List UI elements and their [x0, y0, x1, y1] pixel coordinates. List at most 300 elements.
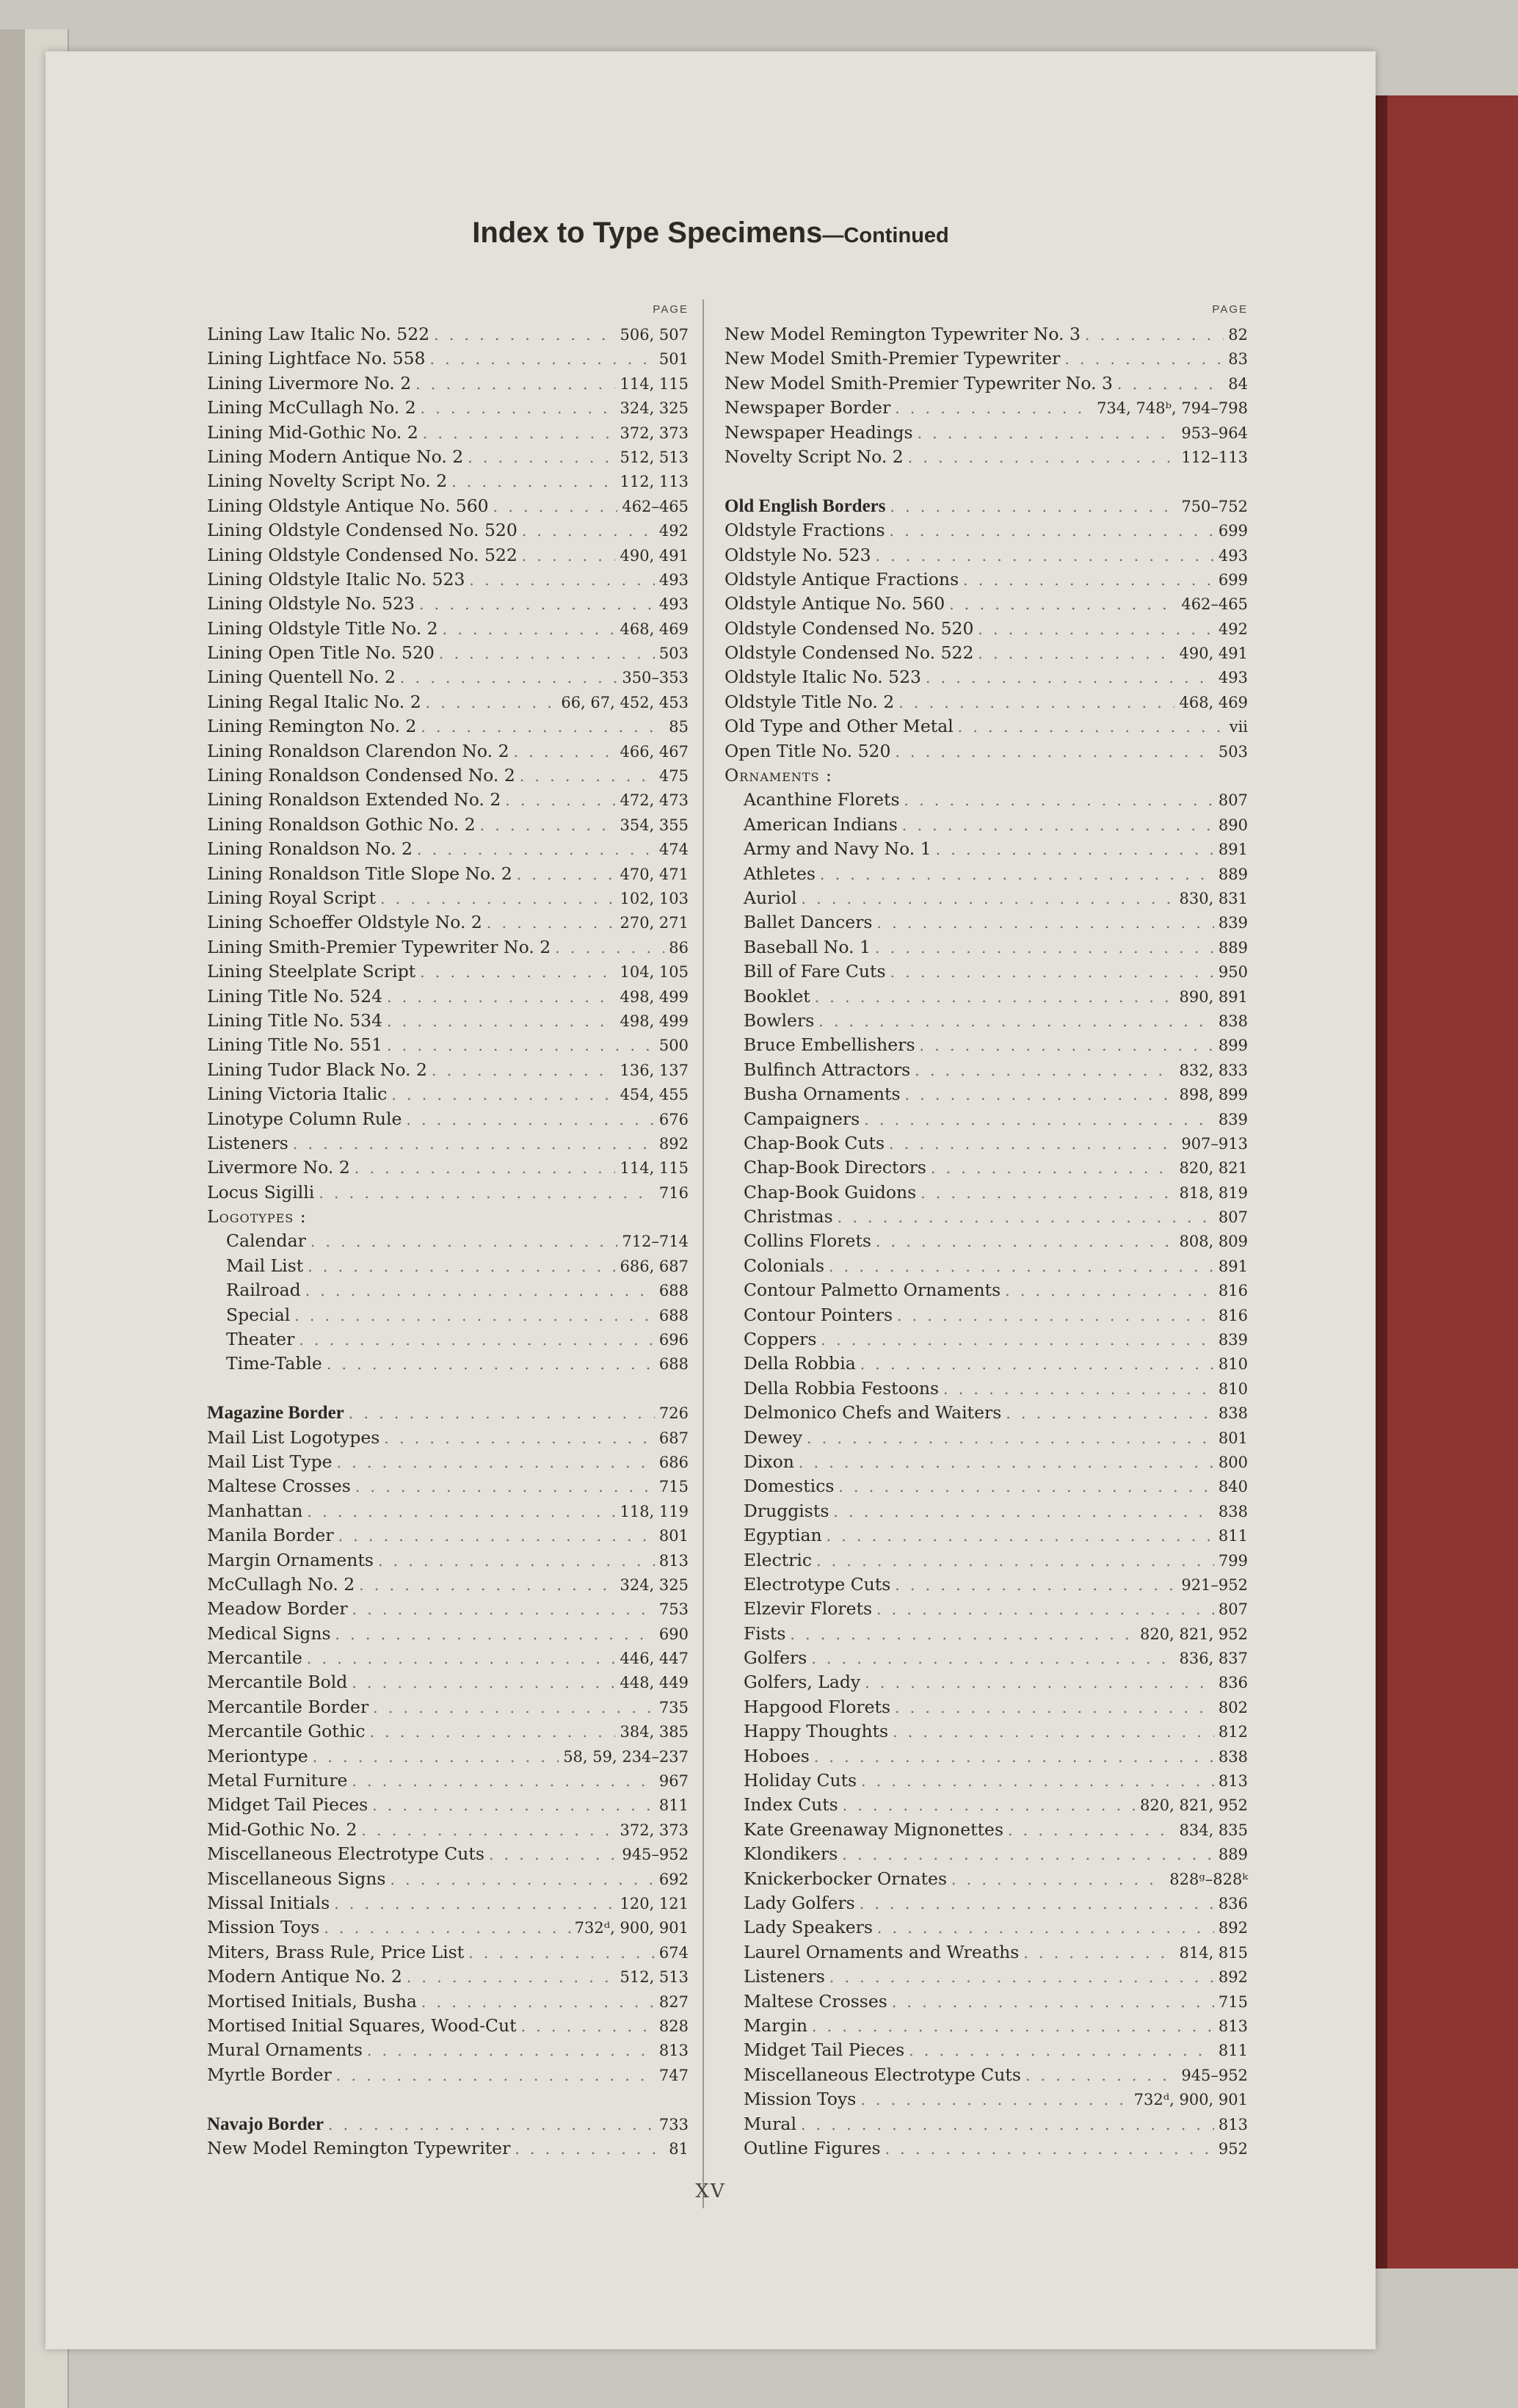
- entry-page: 506, 507: [620, 326, 689, 344]
- entry-name: Lining Remington No. 2: [207, 716, 417, 737]
- index-entry: [724, 1990, 1248, 2014]
- entry-name: Athletes: [744, 863, 816, 884]
- entry-name: Lining Law Italic No. 522: [207, 324, 430, 344]
- entry-page: 753: [658, 1600, 689, 1619]
- index-entry: [724, 322, 1248, 347]
- index-entry: [207, 690, 689, 714]
- entry-page: 950: [1218, 963, 1248, 982]
- entry-page: 813: [658, 2042, 689, 2060]
- index-entry: [724, 1940, 1248, 1965]
- entry-page: 838: [1218, 1502, 1248, 1520]
- index-entry: [724, 1523, 1248, 1548]
- entry-name: Linotype Column Rule: [207, 1108, 402, 1129]
- dot-leader: [352, 1769, 654, 1794]
- entry-page: 454, 455: [620, 1086, 689, 1104]
- entry-page: 448, 449: [620, 1674, 689, 1692]
- index-entry: [207, 2014, 689, 2038]
- index-entry: [724, 494, 1248, 518]
- entry-page: 350–353: [622, 669, 689, 687]
- index-entry: [724, 1670, 1248, 1694]
- index-entry: [207, 1009, 689, 1033]
- entry-name: Domestics: [744, 1476, 835, 1497]
- dot-leader: [812, 2014, 1214, 2039]
- entry-page: 493: [1218, 669, 1248, 687]
- entry-name: Army and Navy No. 1: [744, 838, 932, 860]
- column-divider: [702, 300, 704, 2208]
- dot-leader: [890, 495, 1177, 519]
- entry-page: 890, 891: [1179, 987, 1248, 1006]
- spacer: [207, 1377, 689, 1401]
- entry-page: 836, 837: [1179, 1650, 1248, 1668]
- dot-leader: [387, 1034, 655, 1058]
- dot-leader: [838, 1475, 1213, 1499]
- index-entry: [724, 984, 1248, 1009]
- index-entry: [207, 960, 689, 984]
- entry-page: 967: [658, 1772, 689, 1791]
- entry-name: Delmonico Chefs and Waiters: [744, 1402, 1002, 1424]
- dot-leader: [391, 1083, 615, 1107]
- entry-name: Happy Thoughts: [744, 1721, 889, 1742]
- entry-name: Contour Palmetto Ornaments: [744, 1280, 1001, 1301]
- dot-leader: [352, 1598, 655, 1622]
- dot-leader: [359, 1573, 615, 1598]
- entry-name: Golfers: [744, 1647, 807, 1669]
- index-entry: [724, 1327, 1248, 1352]
- dot-leader: [1117, 372, 1224, 396]
- entry-name: Magazine Border: [207, 1403, 344, 1424]
- entry-page: 501: [658, 350, 689, 369]
- entry-name: Lining Title No. 524: [207, 985, 383, 1007]
- dot-leader: [370, 1720, 616, 1744]
- index-entry: [724, 641, 1248, 665]
- dot-leader: [324, 1916, 570, 1940]
- entry-name: Time-Table: [226, 1353, 322, 1374]
- dot-leader: [892, 1990, 1214, 2014]
- entry-name: Christmas: [744, 1206, 833, 1227]
- entry-page: 462–465: [622, 497, 689, 515]
- entry-page: 828ᵍ–828ᵏ: [1169, 1870, 1248, 1888]
- dot-leader: [827, 1524, 1214, 1548]
- dot-leader: [310, 1230, 617, 1254]
- index-entry: [724, 1450, 1248, 1474]
- dot-leader: [875, 936, 1214, 960]
- entry-page: vii: [1229, 718, 1248, 736]
- dot-leader: [799, 1451, 1214, 1475]
- dot-leader: [890, 960, 1214, 984]
- entry-name: Lining Open Title No. 520: [207, 642, 435, 664]
- entry-page: 952: [1218, 2139, 1248, 2158]
- dot-leader: [355, 1475, 655, 1499]
- section-heading: [207, 1205, 689, 1229]
- dot-leader: [439, 642, 655, 666]
- entry-name: Mercantile Bold: [207, 1672, 348, 1693]
- page-title: [46, 217, 1376, 250]
- index-entry: [724, 1573, 1248, 1597]
- dot-leader: [897, 1304, 1214, 1328]
- dot-leader: [520, 764, 655, 788]
- dot-leader: [926, 666, 1214, 690]
- entry-name: Lining Mid-Gothic No. 2: [207, 421, 418, 443]
- dot-leader: [361, 1818, 615, 1843]
- entry-page: 324, 325: [620, 1575, 689, 1594]
- entry-name: Collins Florets: [744, 1230, 871, 1252]
- entry-name: Mural: [744, 2113, 796, 2134]
- entry-page: 892: [1218, 1919, 1248, 1937]
- index-entry: [724, 1082, 1248, 1106]
- entry-name: Knickerbocker Ornates: [744, 1868, 948, 1889]
- entry-page: 811: [1218, 2042, 1248, 2060]
- entry-name: Lining Victoria Italic: [207, 1084, 388, 1105]
- entry-page: 813: [1218, 1772, 1248, 1791]
- entry-name: Electrotype Cuts: [744, 1573, 891, 1595]
- index-entry: [207, 1940, 689, 1965]
- entry-page: 688: [658, 1355, 689, 1374]
- entry-name: Miscellaneous Electrotype Cuts: [744, 2064, 1021, 2085]
- entry-name: Mail List Logotypes: [207, 1426, 380, 1448]
- entry-page: 813: [658, 1551, 689, 1570]
- entry-name: Newspaper Border: [724, 397, 891, 418]
- entry-page: 827: [658, 1992, 689, 2011]
- entry-name: Elzevir Florets: [744, 1598, 873, 1620]
- dot-leader: [860, 2088, 1129, 2112]
- index-entry: [207, 494, 689, 518]
- dot-leader: [522, 519, 655, 543]
- entry-name: Meriontype: [207, 1745, 308, 1766]
- entry-name: Locus Sigilli: [207, 1181, 315, 1203]
- entry-page: 836: [1218, 1895, 1248, 1912]
- dot-leader: [421, 396, 616, 421]
- dot-leader: [833, 1500, 1214, 1524]
- entry-name: Lining Lightface No. 558: [207, 348, 426, 369]
- entry-page: 696: [658, 1331, 689, 1349]
- entry-name: Baseball No. 1: [744, 936, 871, 957]
- entry-name: Livermore No. 2: [207, 1157, 350, 1178]
- index-entry: [724, 2112, 1248, 2136]
- index-entry: [724, 1303, 1248, 1327]
- entry-name: Maltese Crosses: [744, 1990, 887, 2012]
- index-entry: [724, 714, 1248, 739]
- index-page: [46, 51, 1376, 2349]
- entry-name: Miscellaneous Electrotype Cuts: [207, 1843, 484, 1865]
- entry-name: Auriol: [744, 887, 797, 908]
- dot-leader: [905, 1083, 1175, 1107]
- index-entry: [207, 1156, 689, 1180]
- entry-page: 372, 373: [620, 424, 689, 442]
- index-entry: [207, 445, 689, 469]
- index-entry: [207, 1769, 689, 1793]
- right-column: [724, 297, 1248, 2161]
- dot-leader: [790, 1622, 1136, 1647]
- entry-page: 688: [658, 1282, 689, 1300]
- entry-name: Metal Furniture: [207, 1770, 348, 1791]
- entry-page: 816: [1218, 1306, 1248, 1324]
- dot-leader: [468, 1941, 655, 1965]
- entry-page: 818, 819: [1179, 1183, 1248, 1202]
- entry-name: Booklet: [744, 985, 810, 1007]
- dot-leader: [943, 1377, 1214, 1401]
- index-entry: [207, 2038, 689, 2062]
- book-cover-edge: [1374, 95, 1518, 2269]
- index-entry: [207, 371, 689, 396]
- dot-leader: [842, 1843, 1214, 1867]
- index-entry: [724, 1818, 1248, 1842]
- entry-page: 503: [658, 645, 689, 663]
- entry-page: 470, 471: [620, 865, 689, 883]
- page-column-label: PAGE: [1212, 303, 1248, 316]
- entry-name: Novelty Script No. 2: [724, 446, 904, 467]
- dot-leader: [920, 1034, 1214, 1058]
- entry-page: 889: [1218, 938, 1248, 957]
- index-entry: [207, 347, 689, 371]
- index-entry: [207, 788, 689, 812]
- index-entry: [724, 862, 1248, 886]
- entry-page: 810: [1218, 1355, 1248, 1374]
- dot-leader: [876, 1598, 1214, 1622]
- entry-page: 892: [1218, 1968, 1248, 1987]
- entry-name: Lining Title No. 551: [207, 1034, 383, 1056]
- index-entry: [724, 837, 1248, 861]
- index-entry: [724, 1744, 1248, 1769]
- entry-page: 674: [658, 1943, 689, 1962]
- entry-name: Lining Quentell No. 2: [207, 667, 396, 688]
- entry-name: Oldstyle Fractions: [724, 520, 885, 541]
- entry-page: 466, 467: [620, 742, 689, 761]
- index-entry: [724, 347, 1248, 371]
- dot-leader: [818, 1009, 1214, 1034]
- dot-leader: [829, 1965, 1214, 1990]
- dot-leader: [978, 642, 1174, 666]
- entry-name: Ornaments :: [724, 765, 832, 786]
- dot-leader: [951, 1868, 1165, 1892]
- dot-leader: [895, 396, 1092, 421]
- index-entry: [207, 1058, 689, 1082]
- entry-page: 692: [658, 1870, 689, 1888]
- dot-leader: [305, 1279, 655, 1303]
- dot-leader: [1064, 347, 1224, 371]
- entry-name: Dixon: [744, 1451, 794, 1472]
- entry-page: 503: [1218, 742, 1248, 761]
- dot-leader: [443, 617, 616, 642]
- index-entry: [207, 1867, 689, 1891]
- index-entry: [207, 641, 689, 665]
- dot-leader: [334, 1892, 615, 1916]
- index-entry: [724, 1695, 1248, 1719]
- index-entry: [207, 1450, 689, 1474]
- dot-leader: [434, 323, 615, 347]
- dot-leader: [815, 985, 1175, 1009]
- entry-name: Egyptian: [744, 1525, 822, 1546]
- entry-name: Chap-Book Guidons: [744, 1181, 917, 1203]
- dot-leader: [931, 1156, 1175, 1181]
- entry-page: 699: [1218, 570, 1248, 589]
- entry-page: 112–113: [1181, 448, 1248, 466]
- entry-name: Contour Pointers: [744, 1304, 893, 1325]
- entry-name: Lining Smith-Premier Typewriter No. 2: [207, 936, 551, 957]
- entry-name: Lining Royal Script: [207, 887, 377, 908]
- entry-name: Holiday Cuts: [744, 1770, 857, 1791]
- entry-page: 715: [1218, 1992, 1248, 2011]
- entry-name: Maltese Crosses: [207, 1476, 351, 1497]
- entry-page: 82: [1228, 326, 1248, 344]
- index-entry: [724, 543, 1248, 567]
- dot-leader: [861, 1769, 1214, 1794]
- entry-name: Oldstyle Antique No. 560: [724, 593, 945, 614]
- dot-leader: [876, 1230, 1175, 1254]
- dot-leader: [877, 1916, 1214, 1940]
- dot-leader: [430, 347, 655, 371]
- entry-page: 812: [1218, 1723, 1248, 1741]
- entry-name: American Indians: [744, 813, 898, 835]
- dot-leader: [421, 715, 664, 739]
- index-entry: [724, 690, 1248, 714]
- entry-name: New Model Remington Typewriter: [207, 2137, 511, 2158]
- entry-page: 468, 469: [620, 620, 689, 638]
- entry-page: 686: [658, 1453, 689, 1471]
- index-entry: [207, 813, 689, 837]
- index-entry: [724, 371, 1248, 396]
- entry-page: 112, 113: [620, 473, 689, 491]
- dot-leader: [816, 1549, 1214, 1573]
- dot-leader: [400, 666, 617, 690]
- index-entry: [724, 813, 1248, 837]
- index-entry: [724, 2063, 1248, 2087]
- entry-name: Oldstyle Condensed No. 520: [724, 617, 974, 639]
- index-entry: [724, 1915, 1248, 1940]
- dot-leader: [860, 1892, 1214, 1916]
- dot-leader: [902, 813, 1214, 838]
- entry-name: Mid-Gothic No. 2: [207, 1818, 357, 1840]
- index-entry: [207, 1352, 689, 1376]
- entry-name: Mortised Initials, Busha: [207, 1990, 417, 2012]
- index-entry: [724, 1842, 1248, 1866]
- entry-name: Mortised Initial Squares, Wood-Cut: [207, 2014, 517, 2036]
- index-entry: [724, 518, 1248, 543]
- index-entry: [724, 1401, 1248, 1425]
- entry-name: Missal Initials: [207, 1893, 330, 1913]
- index-entry: [724, 1058, 1248, 1082]
- entry-page: 498, 499: [620, 1012, 689, 1030]
- entry-name: Lining Ronaldson Title Slope No. 2: [207, 863, 512, 884]
- entry-name: Lining Tudor Black No. 2: [207, 1059, 427, 1080]
- title-main: Index to Type Specimens: [472, 217, 823, 249]
- entry-page: 820, 821, 952: [1140, 1625, 1248, 1643]
- index-entry: [207, 1082, 689, 1106]
- entry-page: 735: [658, 1698, 689, 1716]
- dot-leader: [415, 372, 615, 396]
- dot-leader: [387, 1009, 615, 1034]
- dot-leader: [820, 863, 1214, 887]
- index-entry: [724, 2014, 1248, 2038]
- dot-leader: [307, 1500, 615, 1524]
- entry-name: Oldstyle Antique Fractions: [724, 568, 959, 590]
- dot-leader: [908, 446, 1177, 470]
- entry-page: 840: [1218, 1478, 1248, 1496]
- entry-page: 384, 385: [620, 1723, 689, 1741]
- entry-name: Lining Oldstyle No. 523: [207, 593, 415, 614]
- entry-name: Index Cuts: [744, 1794, 838, 1816]
- entry-name: Oldstyle Italic No. 523: [724, 667, 921, 688]
- entry-page: 953–964: [1181, 424, 1248, 442]
- entry-page: 84: [1228, 374, 1248, 393]
- entry-name: Bulfinch Attractors: [744, 1059, 911, 1080]
- index-entry: [724, 886, 1248, 910]
- index-entry: [724, 1499, 1248, 1523]
- entry-page: 687: [658, 1429, 689, 1447]
- index-entry: [724, 2087, 1248, 2111]
- index-entry: [207, 739, 689, 764]
- entry-name: Lining Ronaldson Extended No. 2: [207, 789, 501, 810]
- entry-name: Chap-Book Directors: [744, 1157, 926, 1178]
- index-entry: [724, 1156, 1248, 1180]
- entry-name: Old English Borders: [724, 496, 886, 516]
- dot-leader: [469, 568, 654, 592]
- dot-leader: [308, 1255, 615, 1279]
- index-entry: [724, 1377, 1248, 1401]
- entry-page: 686, 687: [620, 1257, 689, 1275]
- entry-name: Modern Antique No. 2: [207, 1966, 402, 1987]
- entry-name: Lining Novelty Script No. 2: [207, 471, 448, 492]
- dot-leader: [432, 1059, 616, 1083]
- index-entry: [724, 1769, 1248, 1793]
- entry-page: 820, 821: [1179, 1159, 1248, 1178]
- entry-page: 810: [1218, 1379, 1248, 1398]
- entry-page: 832, 833: [1179, 1061, 1248, 1079]
- dot-leader: [517, 863, 616, 887]
- entry-name: Miters, Brass Rule, Price List: [207, 1941, 465, 1962]
- dot-leader: [419, 592, 655, 617]
- entry-page: 120, 121: [620, 1895, 689, 1912]
- dot-leader: [1085, 323, 1224, 347]
- dot-leader: [890, 519, 1214, 543]
- dot-leader: [349, 1401, 655, 1426]
- index-entry: [207, 1131, 689, 1156]
- entry-page: 839: [1218, 914, 1248, 932]
- dot-leader: [380, 887, 615, 911]
- entry-name: Oldstyle No. 523: [724, 544, 871, 565]
- index-entry: [724, 1229, 1248, 1253]
- index-entry: [724, 1474, 1248, 1498]
- entry-page: 839: [1218, 1331, 1248, 1349]
- entry-page: 801: [658, 1527, 689, 1545]
- dot-leader: [1005, 1279, 1214, 1303]
- entry-page: 104, 105: [620, 963, 689, 982]
- entry-name: Outline Figures: [744, 2137, 881, 2158]
- entry-name: Mail List Type: [207, 1451, 333, 1472]
- entry-name: Busha Ornaments: [744, 1084, 901, 1105]
- entry-name: Medical Signs: [207, 1622, 331, 1644]
- entry-page: 699: [1218, 522, 1248, 540]
- index-entry: [724, 1107, 1248, 1131]
- entry-page: 830, 831: [1179, 889, 1248, 907]
- section-heading: [724, 764, 1248, 788]
- entry-name: Midget Tail Pieces: [744, 2039, 905, 2061]
- entry-page: 81: [669, 2139, 689, 2158]
- dot-leader: [885, 2137, 1214, 2161]
- entry-name: Miscellaneous Signs: [207, 1868, 386, 1889]
- entry-page: 733: [658, 2115, 689, 2133]
- index-entry: [724, 910, 1248, 935]
- entry-name: Midget Tail Pieces: [207, 1794, 368, 1816]
- dot-leader: [328, 2113, 655, 2137]
- dot-leader: [521, 2014, 655, 2039]
- entry-name: Listeners: [744, 1966, 825, 1987]
- index-entry: [724, 1131, 1248, 1156]
- index-entry: [724, 1793, 1248, 1817]
- index-entry: [724, 1597, 1248, 1621]
- entry-page: 136, 137: [620, 1061, 689, 1079]
- entry-page: 838: [1218, 1404, 1248, 1423]
- entry-name: Chap-Book Cuts: [744, 1132, 885, 1153]
